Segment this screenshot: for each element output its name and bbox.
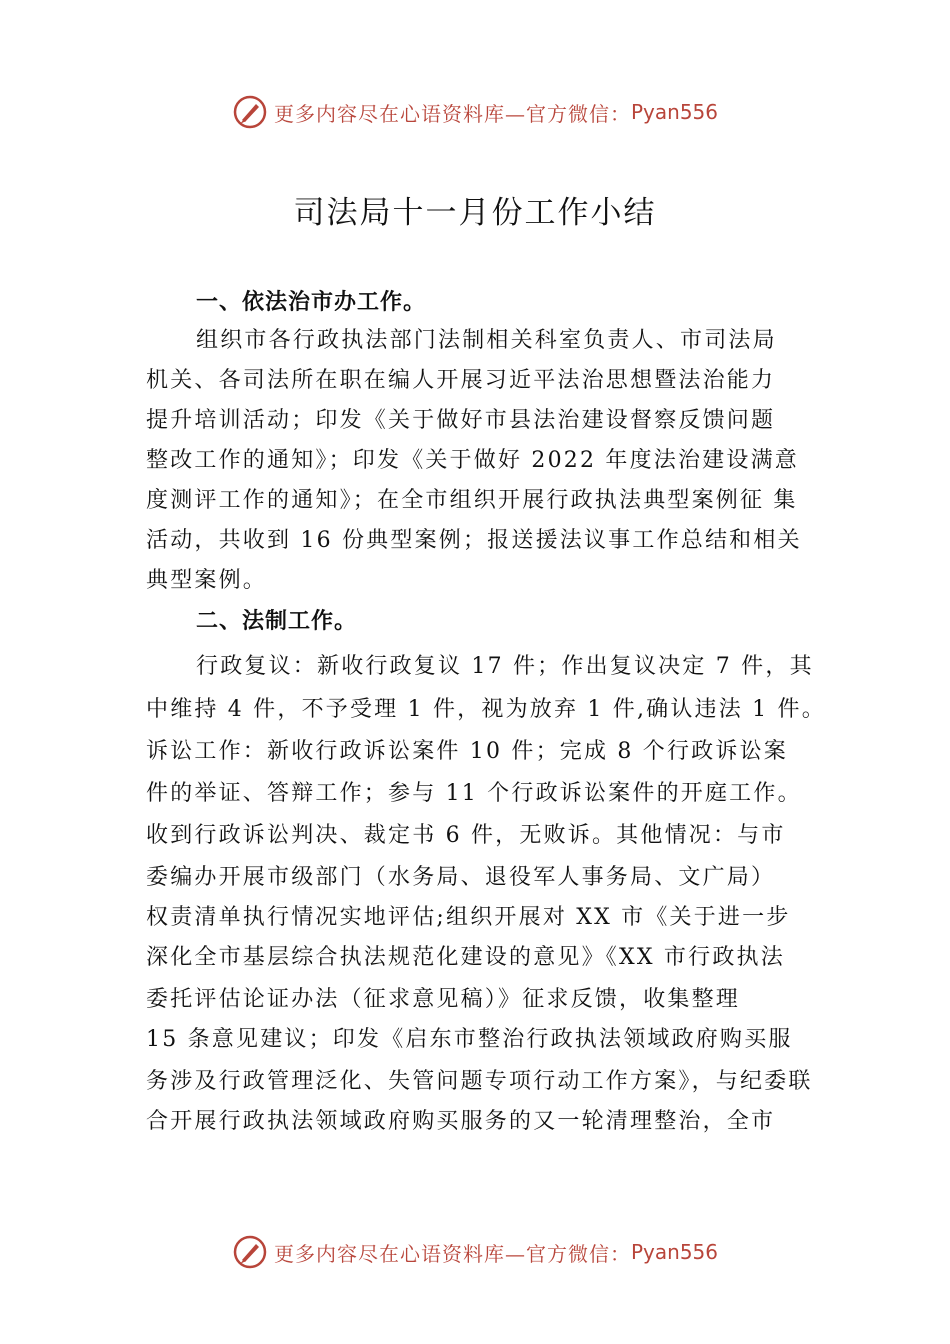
watermark-banner-bottom: [0, 1232, 950, 1272]
pen-logo-icon: [232, 94, 268, 130]
body-line: 典型案例。: [146, 568, 268, 593]
body-line: 务涉及行政管理泛化、失管问题专项行动工作方案》，与纪委联: [146, 1069, 813, 1094]
watermark-banner-top: [0, 92, 950, 132]
body-line: 件的举证、答辩工作；参与 11 个行政诉讼案件的开庭工作。: [146, 781, 802, 806]
body-line: 诉讼工作：新收行政诉讼案件 10 件；完成 8 个行政诉讼案: [146, 739, 788, 764]
body-line: 委托评估论证办法（征求意见稿）》征求反馈，收集整理: [146, 987, 741, 1012]
body-line: 整改工作的通知》；印发《关于做好 2022 年度法治建设满意: [146, 448, 799, 473]
section-heading-1: 一、依法治市办工作。: [196, 290, 427, 315]
section-heading-2: 二、法制工作。: [196, 609, 358, 634]
body-line: 收到行政诉讼判决、裁定书 6 件，无败诉。其他情况：与市: [146, 823, 786, 848]
body-line: 委编办开展市级部门（水务局、退役军人事务局、文广局）: [146, 865, 776, 890]
watermark-wechat-id: Pyan556: [630, 1240, 718, 1264]
body-line: 机关、各司法所在职在编人开展习近平法治思想暨法治能力: [146, 368, 776, 393]
body-line: 深化全市基层综合执法规范化建设的意见》《XX 市行政执法: [146, 945, 785, 970]
document-title: 司法局十一月份工作小结: [293, 195, 657, 231]
body-line: 行政复议：新收行政复议 17 件；作出复议决定 7 件，其: [196, 654, 814, 679]
body-line: 合开展行政执法领域政府购买服务的又一轮清理整治，全市: [146, 1109, 776, 1134]
pen-logo-icon: [232, 1234, 268, 1270]
body-line: 15 条意见建议；印发《启东市整治行政执法领域政府购买服: [146, 1027, 793, 1052]
watermark-text: 更多内容尽在心语资料库—官方微信：: [273, 1241, 631, 1266]
body-line: 组织市各行政执法部门法制相关科室负责人、市司法局: [196, 328, 777, 353]
body-line: 度测评工作的通知》；在全市组织开展行政执法典型案例征 集: [146, 488, 798, 513]
body-line: 提升培训活动；印发《关于做好市县法治建设督察反馈问题: [146, 408, 776, 433]
body-line: 活动，共收到 16 份典型案例；报送援法议事工作总结和相关: [146, 528, 802, 553]
watermark-text: 更多内容尽在心语资料库—官方微信：: [273, 101, 631, 126]
body-line: 权责清单执行情况实地评估;组织开展对 XX 市《关于进一步: [146, 905, 791, 930]
body-line: 中维持 4 件，不予受理 1 件，视为放弃 1 件,确认违法 1 件。: [146, 697, 826, 722]
watermark-wechat-id: Pyan556: [630, 100, 718, 124]
